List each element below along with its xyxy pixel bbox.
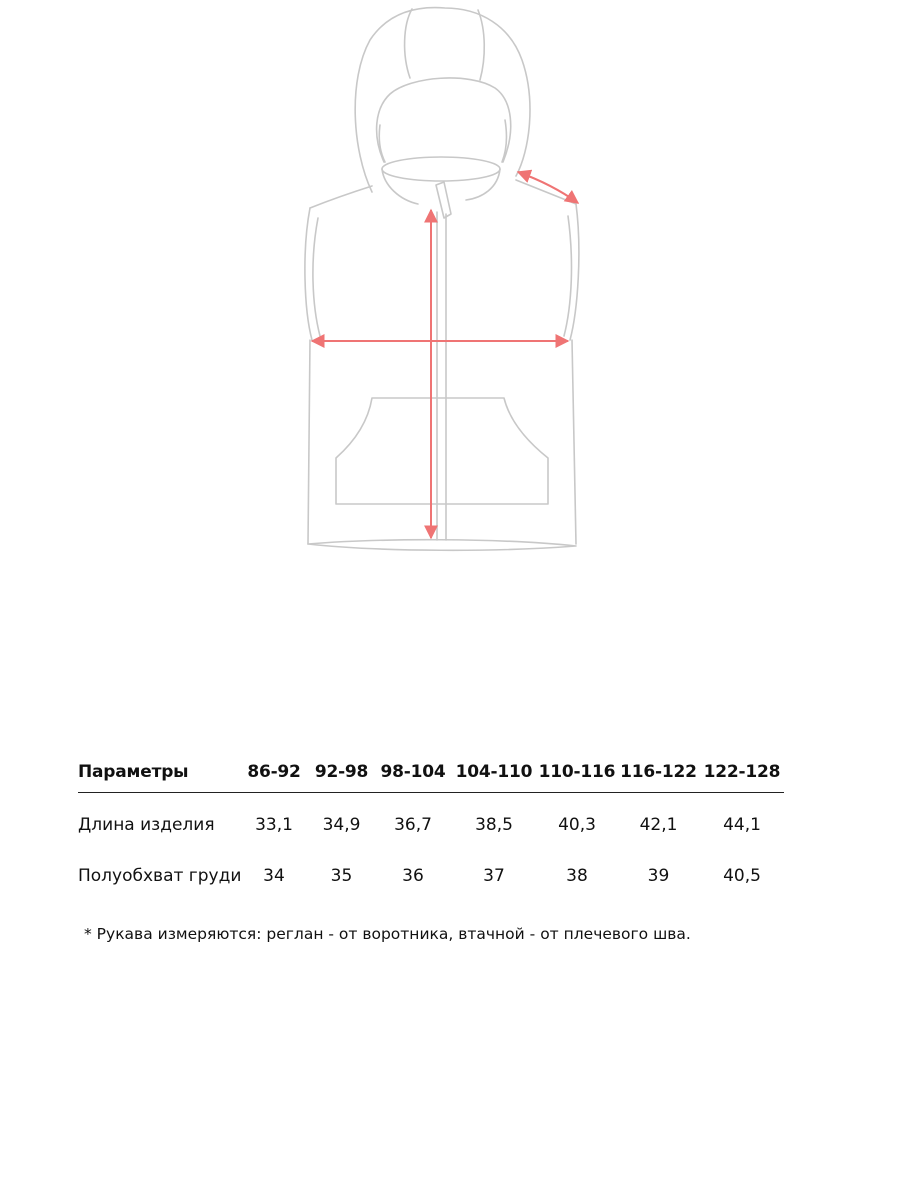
table-cell: 36,7 <box>394 814 432 835</box>
parameters-header: Параметры <box>78 752 240 793</box>
row-label: Длина изделия <box>78 814 215 835</box>
table-cell: 34,9 <box>322 814 361 835</box>
table-cell: 44,1 <box>723 814 761 835</box>
hood-inner-band <box>379 120 506 162</box>
hem <box>308 540 576 551</box>
table-cell: 39 <box>647 865 670 886</box>
size-header: 110-116 <box>537 752 617 793</box>
table-cell: 38,5 <box>475 814 513 835</box>
size-header: 104-110 <box>451 752 537 793</box>
size-header: 116-122 <box>617 752 700 793</box>
table-cell: 36 <box>402 865 424 886</box>
hood-center-panel <box>405 9 485 80</box>
left-shoulder <box>310 186 372 208</box>
table-cell: 42,1 <box>639 814 678 835</box>
hood-face-opening <box>377 78 511 162</box>
shoulder-measure-arrow <box>518 172 578 203</box>
sleeve-measurement-footnote: * Рукава измеряются: реглан - от воротника, втачной - от плечевого шва. <box>84 925 691 943</box>
left-side <box>308 340 310 544</box>
zipper <box>437 212 446 540</box>
size-header: 86-92 <box>240 752 308 793</box>
kangaroo-pocket <box>336 398 548 504</box>
zipper-pull <box>436 182 451 218</box>
table-cell: 40,5 <box>723 865 761 886</box>
table-cell: 40,3 <box>558 814 596 835</box>
vest-outline <box>305 8 579 551</box>
size-header: 98-104 <box>375 752 451 793</box>
table-cell: 37 <box>483 865 505 886</box>
left-armhole <box>305 208 320 340</box>
size-header-row <box>78 752 784 793</box>
collar-front <box>382 169 500 204</box>
size-chart-table <box>78 752 784 901</box>
size-header: 122-128 <box>700 752 784 793</box>
table-row-half-chest <box>78 850 784 901</box>
table-row-length <box>78 793 784 851</box>
hood-outer <box>355 8 530 192</box>
right-side <box>572 340 576 544</box>
table-cell: 38 <box>566 865 588 886</box>
right-armhole <box>564 204 579 340</box>
table-cell: 33,1 <box>255 814 293 835</box>
table-cell: 34 <box>263 865 285 886</box>
row-label: Полуобхват груди <box>78 865 242 886</box>
collar-top <box>382 157 500 181</box>
size-header: 92-98 <box>308 752 375 793</box>
table-cell: 35 <box>330 865 353 886</box>
measurement-arrows <box>312 172 578 538</box>
